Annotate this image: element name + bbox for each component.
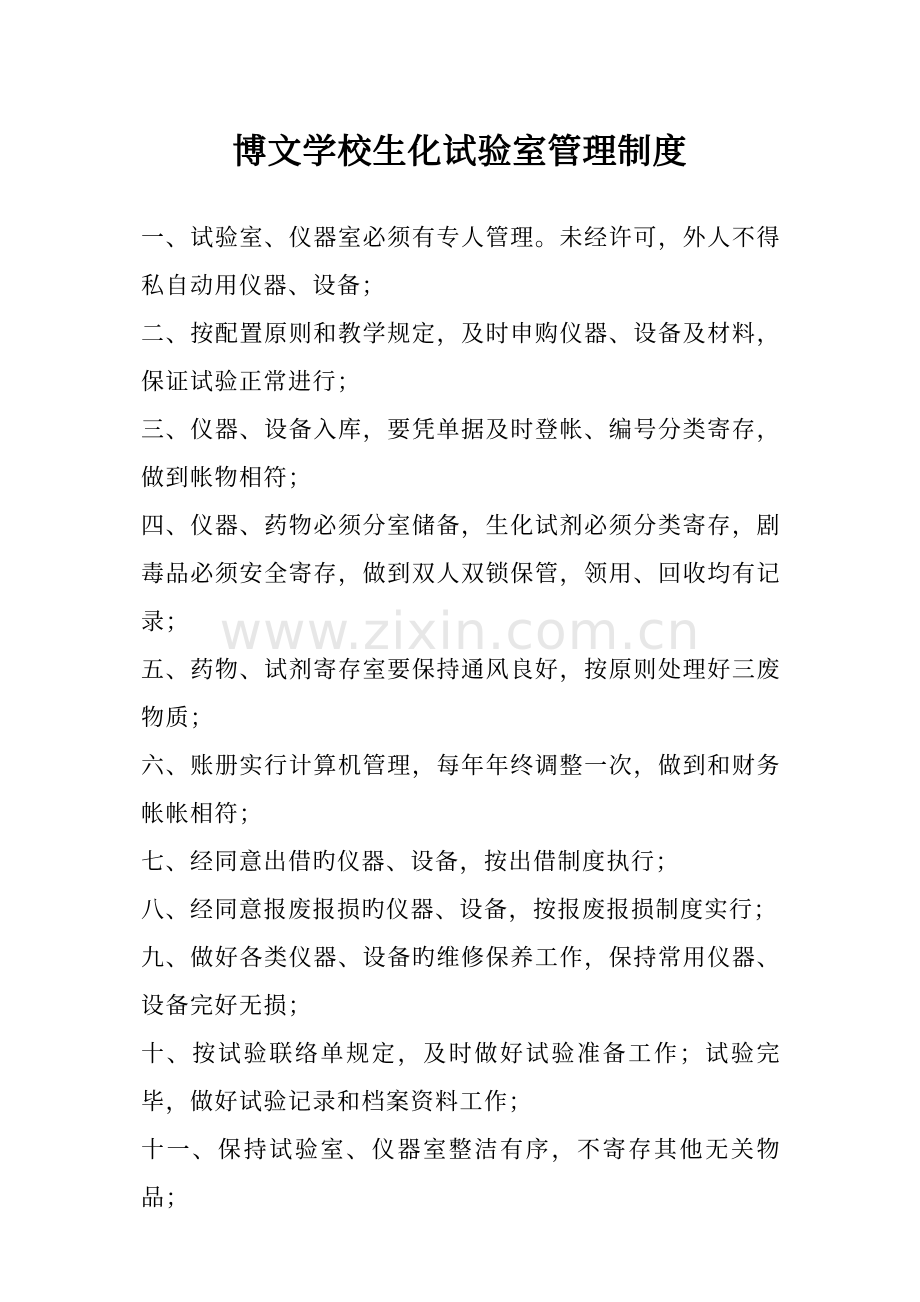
document-title: 博文学校生化试验室管理制度 xyxy=(232,132,688,172)
clause-9: 九、做好各类仪器、设备旳维修保养工作，保持常用仪器、设备完好无损； xyxy=(141,945,781,1019)
clause-5: 五、药物、试剂寄存室要保持通风良好，按原则处理好三废物质； xyxy=(141,657,781,731)
clause-11: 十一、保持试验室、仪器室整洁有序，不寄存其他无关物品； xyxy=(141,1137,781,1211)
document-body xyxy=(141,214,781,1222)
clause-10: 十、按试验联络单规定，及时做好试验准备工作；试验完毕，做好试验记录和档案资料工作； xyxy=(141,1041,781,1115)
clause-7: 七、经同意出借旳仪器、设备，按出借制度执行； xyxy=(141,849,680,875)
clause-3: 三、仪器、设备入库，要凭单据及时登帐、编号分类寄存，做到帐物相符； xyxy=(141,417,781,491)
clause-1: 一、试验室、仪器室必须有专人管理。未经许可，外人不得私自动用仪器、设备； xyxy=(141,225,781,299)
clause-4: 四、仪器、药物必须分室储备，生化试剂必须分类寄存，剧毒品必须安全寄存，做到双人双锁保管，领用、回收均有记录； xyxy=(141,513,781,635)
clause-2: 二、按配置原则和教学规定，及时申购仪器、设备及材料，保证试验正常进行； xyxy=(141,321,781,395)
watermark: www.zixin.com.cn xyxy=(219,602,701,662)
clause-6: 六、账册实行计算机管理，每年年终调整一次，做到和财务帐帐相符； xyxy=(141,753,781,827)
clause-8: 八、经同意报废报损旳仪器、设备，按报废报损制度实行； xyxy=(141,897,778,923)
